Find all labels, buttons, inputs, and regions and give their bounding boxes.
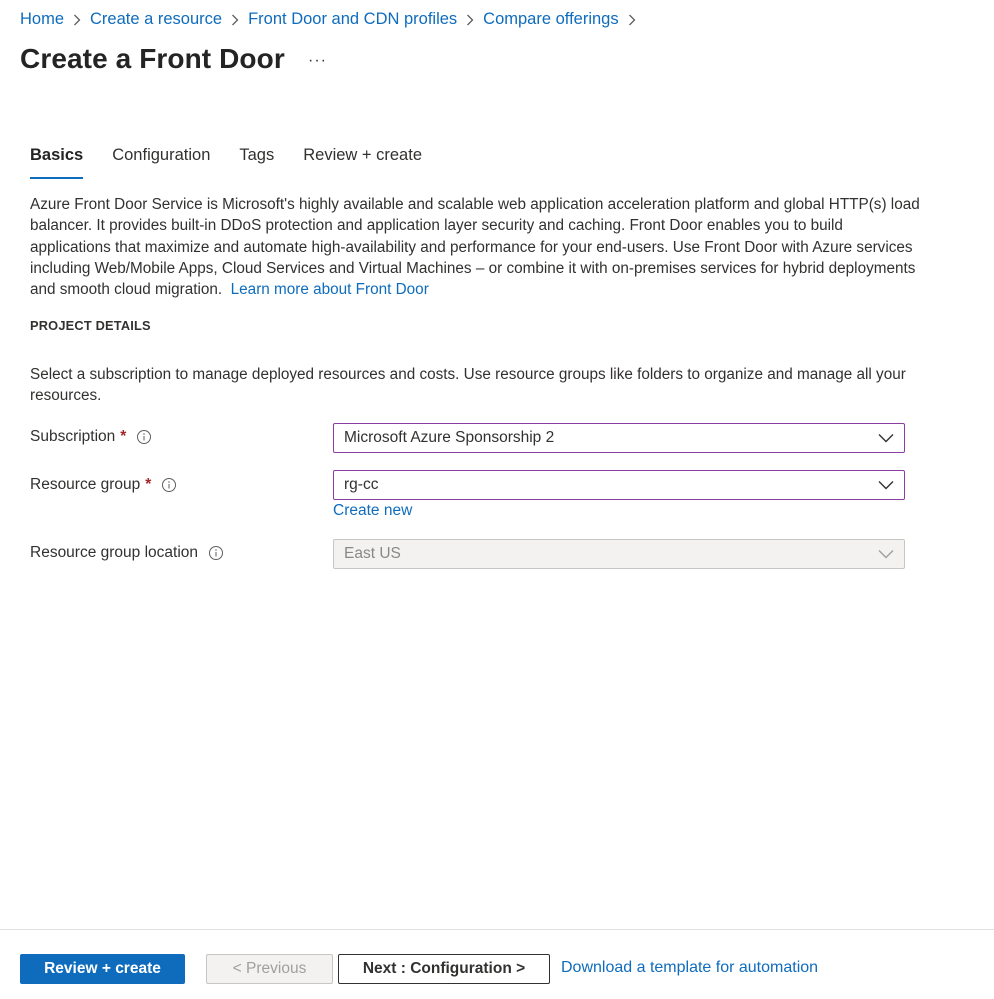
page-title: Create a Front Door: [20, 43, 285, 74]
chevron-right-icon: [231, 14, 239, 26]
breadcrumb-front-door-cdn[interactable]: Front Door and CDN profiles: [248, 10, 458, 28]
review-create-button[interactable]: Review + create: [20, 954, 185, 984]
subscription-select[interactable]: [333, 423, 905, 453]
more-icon[interactable]: ···: [308, 52, 327, 69]
subscription-label: Subscription: [30, 428, 116, 445]
required-marker: *: [120, 428, 127, 445]
tab-review-create[interactable]: Review + create: [303, 146, 422, 164]
service-description: [30, 194, 920, 300]
footer-divider: [0, 929, 994, 930]
chevron-down-icon: [878, 480, 894, 490]
location-label-row: [30, 544, 224, 562]
chevron-right-icon: [73, 14, 81, 26]
download-template-link[interactable]: Download a template for automation: [561, 959, 819, 976]
location-label: Resource group location: [30, 544, 199, 561]
learn-more-link[interactable]: Learn more about Front Door: [230, 281, 429, 299]
info-icon[interactable]: [161, 477, 177, 493]
subscription-label-row: [30, 428, 152, 446]
required-marker: *: [145, 476, 152, 493]
tab-bar: [30, 146, 451, 180]
tab-basics[interactable]: Basics: [30, 146, 83, 180]
location-value: East US: [344, 545, 401, 562]
resource-group-select[interactable]: [333, 470, 905, 500]
breadcrumb-create-resource[interactable]: Create a resource: [90, 10, 223, 28]
tab-configuration[interactable]: Configuration: [112, 146, 211, 164]
info-icon[interactable]: [208, 545, 224, 561]
resource-group-value: rg-cc: [344, 476, 379, 493]
next-configuration-button[interactable]: Next : Configuration >: [338, 954, 550, 984]
chevron-down-icon: [878, 549, 894, 559]
breadcrumb-compare-offerings[interactable]: Compare offerings: [483, 10, 619, 28]
create-new-link[interactable]: Create new: [333, 502, 413, 519]
resource-group-label: Resource group: [30, 476, 141, 493]
breadcrumb-home[interactable]: Home: [20, 10, 65, 28]
breadcrumb: [20, 10, 645, 29]
description-text: Azure Front Door Service is Microsoft's highly available and scalable web application acceleration platform and global HTTP(s) load balancer. It provides built-in DDoS protection and application layer security and caching. Front Door enables you to build applications that maximize and automate high-availability and performance for your end-users. Use Front Door with Azure services including Web/Mobile Apps, Cloud Services and Virtual Machines – or combine it with on-premises services for hybrid deployments and smooth cloud migration.: [30, 196, 920, 299]
tab-tags[interactable]: Tags: [239, 146, 275, 164]
info-icon[interactable]: [136, 429, 152, 445]
previous-button: < Previous: [206, 954, 333, 984]
project-details-header: PROJECT DETAILS: [30, 318, 151, 333]
chevron-right-icon: [466, 14, 474, 26]
resource-group-label-row: [30, 476, 177, 494]
project-details-description: Select a subscription to manage deployed resources and costs. Use resource groups like folders to organize and manage all your resources.: [30, 366, 906, 405]
chevron-down-icon: [878, 433, 894, 443]
chevron-right-icon: [628, 14, 636, 26]
location-select: [333, 539, 905, 569]
subscription-value: Microsoft Azure Sponsorship 2: [344, 429, 555, 446]
